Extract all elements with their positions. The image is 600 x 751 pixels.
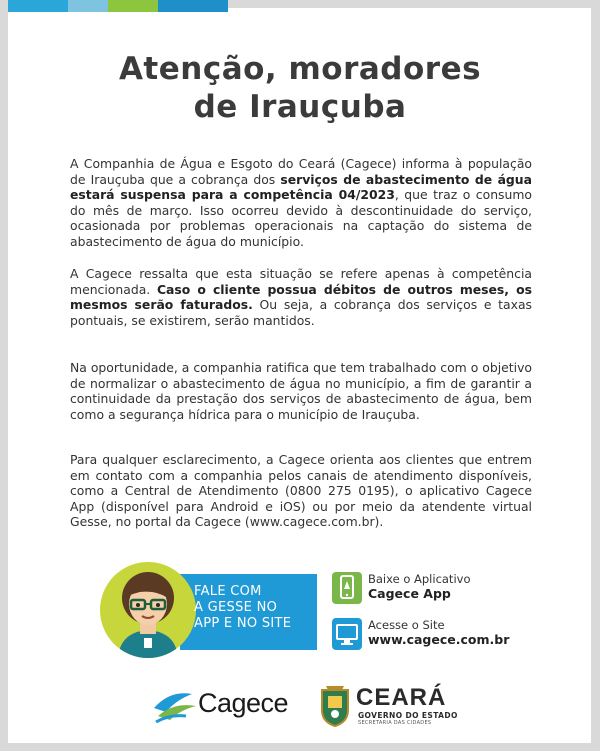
cagece-wave-icon [152, 686, 198, 726]
gesse-avatar [100, 562, 196, 658]
promo-line-3: APP E NO SITE [194, 616, 292, 631]
promo-text [194, 584, 314, 632]
website-link[interactable] [332, 618, 532, 654]
p2-text-a: A Cagece ressalta que esta situação se refere apenas à competência mencionada. [70, 266, 532, 297]
ceara-government-logo [318, 684, 458, 728]
decorative-top-banner [8, 0, 228, 12]
p2-text-bold: Caso o cliente possua débitos de outros meses, os mesmos serão faturados. [70, 281, 532, 313]
site-link-value: www.cagece.com.br [368, 632, 510, 647]
ceara-wordmark: CEARÁ [356, 684, 447, 711]
app-download-link[interactable] [332, 572, 532, 608]
title-line-1: Atenção, moradores [118, 51, 482, 87]
smartphone-icon [332, 572, 362, 604]
p1-text-c: , que traz o consumo do mês de março. Isso ocorreu devido à descontinuidade do serviço, ocasionada por problemas operacionais na captação do sistema de abastecimento de água do município. [70, 187, 533, 249]
app-link-value: Cagece App [368, 586, 451, 601]
ceara-subtitle: GOVERNO DO ESTADO [358, 711, 458, 720]
p1-text-a: A Companhia de Água e Esgoto do Ceará (Cagece) informa à população de Irauçuba que a cobrança dos [70, 156, 532, 187]
paragraph-4: Para qualquer esclarecimento, a Cagece orienta aos clientes que entrem em contato com a companhia pelos canais de atendimento disponíveis, como a Central de Atendimento (0800 275 0195), o aplicativo Cagece App (disponível para Android e iOS) ou por meio da atendente virtual Gesse, no portal da Cagece (www.cagece.com.br). [70, 452, 532, 530]
notice-title [0, 50, 600, 126]
p2-text-c: Ou seja, a cobrança dos serviços e taxas pontuais, se existirem, serão mantidos. [70, 297, 532, 328]
gesse-avatar-illustration [100, 562, 196, 658]
monitor-icon [332, 618, 362, 650]
app-link-label: Baixe o Aplicativo [368, 572, 471, 586]
paragraph-2 [70, 266, 532, 328]
paragraph-1 [70, 156, 532, 250]
site-link-label: Acesse o Site [368, 618, 445, 632]
title-line-2: de Irauçuba [193, 89, 407, 125]
paragraph-3: Na oportunidade, a companhia ratifica que tem trabalhado com o objetivo de normalizar o abastecimento de água no município, a fim de garantir a continuidade da prestação dos serviços de abastecimento de água, bem como a segurança hídrica para o município de Irauçuba. [70, 360, 532, 422]
gesse-promo [100, 562, 320, 658]
p1-text-bold: serviços de abastecimento de água estará suspensa para a competência 04/2023 [70, 171, 532, 203]
cagece-logo [152, 686, 302, 726]
promo-line-1: FALE COM [194, 584, 262, 599]
ceara-secretariat: SECRETARIA DAS CIDADES [358, 720, 432, 726]
promo-line-2: A GESSE NO [194, 600, 278, 615]
cagece-wordmark: Cagece [198, 688, 289, 718]
ceara-coat-of-arms-icon [318, 684, 352, 728]
